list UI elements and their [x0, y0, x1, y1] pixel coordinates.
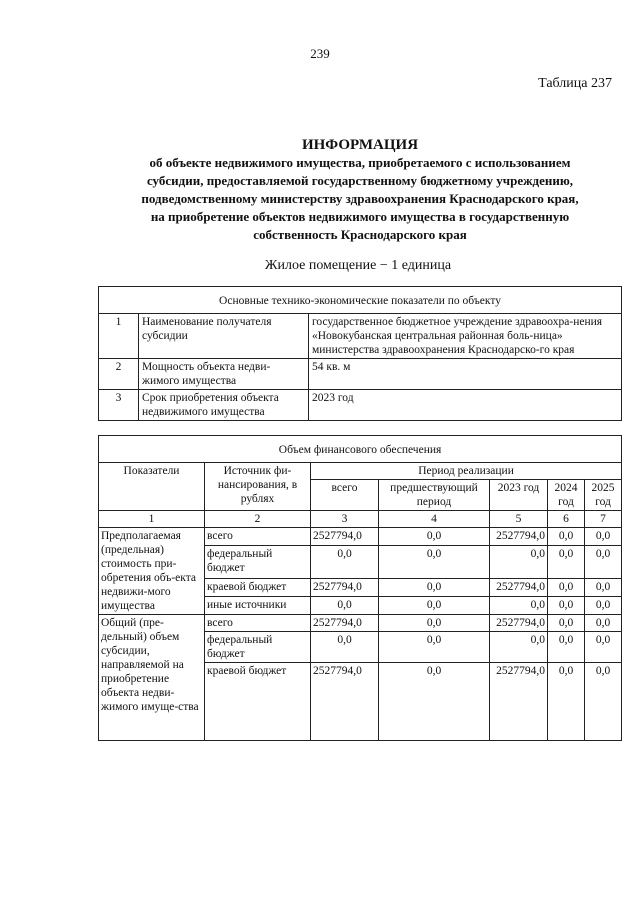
y2024-cell: 0,0	[548, 546, 585, 579]
total-cell: 2527794,0	[311, 663, 379, 741]
source-cell: федеральный бюджет	[205, 546, 311, 579]
title-line: субсидии, предоставляемой государственному бюджетному учреждению,	[146, 173, 574, 188]
col-source: Источник фи-нансирования, в рублях	[205, 463, 311, 511]
source-cell: краевой бюджет	[205, 578, 311, 596]
col-indicators: Показатели	[99, 463, 205, 511]
row-number: 2	[99, 359, 139, 390]
y2024-cell: 0,0	[548, 663, 585, 741]
total-cell: 0,0	[311, 546, 379, 579]
col-number: 4	[379, 511, 490, 528]
prev-cell: 0,0	[379, 632, 490, 663]
y2025-cell: 0,0	[585, 632, 622, 663]
y2023-cell: 0,0	[490, 546, 548, 579]
total-cell: 2527794,0	[311, 615, 379, 632]
finance-table-header: Объем финансового обеспечения	[99, 436, 622, 463]
col-number: 6	[548, 511, 585, 528]
y2025-cell: 0,0	[585, 663, 622, 741]
title-line: на приобретение объектов недвижимого имущества в государственную	[150, 209, 570, 224]
y2025-cell: 0,0	[585, 546, 622, 579]
row-label: Наименование получателя субсидии	[139, 314, 309, 359]
source-cell: краевой бюджет	[205, 663, 311, 741]
document-title	[90, 136, 630, 244]
total-cell: 0,0	[311, 596, 379, 614]
col-total: всего	[311, 480, 379, 511]
table-row	[99, 359, 622, 390]
row-value: государственное бюджетное учреждение здравоохра-нения «Новокубанская центральная районная боль-ница» министерства здравоохранения Краснодарско-го края	[309, 314, 622, 359]
y2023-cell: 2527794,0	[490, 615, 548, 632]
title-main: ИНФОРМАЦИЯ	[301, 137, 419, 153]
row-label: Срок приобретения объекта недвижимого имущества	[139, 390, 309, 421]
object-description: Жилое помещение − 1 единица	[264, 258, 452, 273]
y2023-cell: 2527794,0	[490, 578, 548, 596]
y2025-cell: 0,0	[585, 578, 622, 596]
title-line: подведомственному министерству здравоохранения Краснодарского края,	[141, 191, 579, 206]
row-label: Мощность объекта недви-жимого имущества	[139, 359, 309, 390]
y2023-cell: 0,0	[490, 596, 548, 614]
prev-cell: 0,0	[379, 596, 490, 614]
source-cell: иные источники	[205, 596, 311, 614]
col-number: 5	[490, 511, 548, 528]
y2025-cell: 0,0	[585, 596, 622, 614]
col-2023: 2023 год	[490, 480, 548, 511]
prev-cell: 0,0	[379, 528, 490, 546]
prev-cell: 0,0	[379, 578, 490, 596]
y2023-cell: 2527794,0	[490, 528, 548, 546]
group-label: Общий (пре-дельный) объем субсидии, направляемой на приобретение объекта недви-жимого имуще-ства	[99, 615, 205, 741]
column-numbers-row	[99, 511, 622, 528]
row-number: 1	[99, 314, 139, 359]
table-row	[99, 615, 622, 632]
col-prev: предшествующий период	[379, 480, 490, 511]
prev-cell: 0,0	[379, 546, 490, 579]
source-cell: всего	[205, 528, 311, 546]
finance-table	[98, 435, 622, 741]
table-row	[99, 528, 622, 546]
y2024-cell: 0,0	[548, 528, 585, 546]
y2023-cell: 2527794,0	[490, 663, 548, 741]
y2023-cell: 0,0	[490, 632, 548, 663]
tech-indicators-table	[98, 286, 622, 421]
source-cell: федеральный бюджет	[205, 632, 311, 663]
col-number: 2	[205, 511, 311, 528]
y2024-cell: 0,0	[548, 596, 585, 614]
table-number: Таблица 237	[538, 76, 612, 91]
source-cell: всего	[205, 615, 311, 632]
total-cell: 0,0	[311, 632, 379, 663]
title-line: собственность Краснодарского края	[253, 227, 467, 242]
total-cell: 2527794,0	[311, 528, 379, 546]
prev-cell: 0,0	[379, 663, 490, 741]
col-number: 3	[311, 511, 379, 528]
col-number: 7	[585, 511, 622, 528]
col-2024: 2024 год	[548, 480, 585, 511]
col-period: Период реализации	[311, 463, 622, 480]
y2024-cell: 0,0	[548, 578, 585, 596]
tech-table-header: Основные технико-экономические показатели по объекту	[99, 287, 622, 314]
title-line: об объекте недвижимого имущества, приобретаемого с использованием	[149, 155, 571, 170]
row-value: 2023 год	[309, 390, 622, 421]
row-number: 3	[99, 390, 139, 421]
table-row	[99, 314, 622, 359]
col-2025: 2025 год	[585, 480, 622, 511]
total-cell: 2527794,0	[311, 578, 379, 596]
page-number: 239	[310, 46, 330, 61]
group-label: Предполагаемая (предельная) стоимость при-обретения объ-екта недвижи-мого имущества	[99, 528, 205, 615]
row-value: 54 кв. м	[309, 359, 622, 390]
prev-cell: 0,0	[379, 615, 490, 632]
col-number: 1	[99, 511, 205, 528]
y2024-cell: 0,0	[548, 615, 585, 632]
y2025-cell: 0,0	[585, 615, 622, 632]
y2024-cell: 0,0	[548, 632, 585, 663]
table-row	[99, 390, 622, 421]
y2025-cell: 0,0	[585, 528, 622, 546]
